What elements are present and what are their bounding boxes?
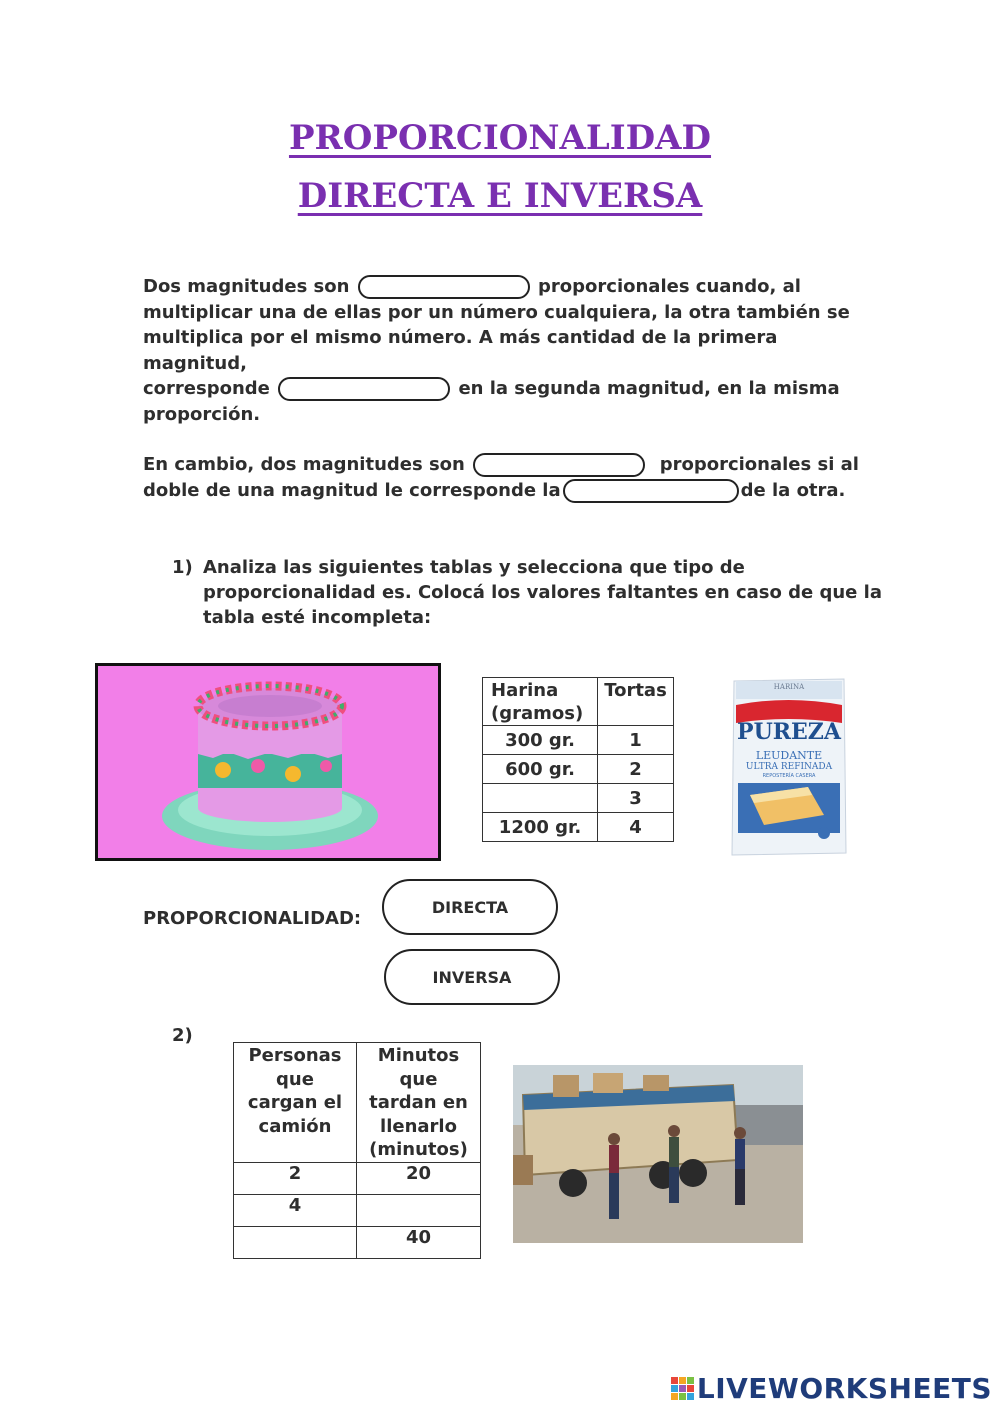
p2-text-4: de la otra.	[740, 479, 846, 501]
blank-input-4[interactable]	[563, 479, 739, 503]
liveworksheets-text: LIVEWORKSHEETS	[696, 1372, 992, 1405]
p2-text-1: En cambio, dos magnitudes son	[143, 454, 465, 475]
truck-illustration	[513, 1065, 803, 1243]
flour-sub3: REPOSTERÍA CASERA	[762, 773, 816, 779]
table2-h1-l3: tardan en	[369, 1092, 468, 1113]
flour-cakes-table	[482, 677, 674, 842]
table1-cell: 4	[598, 813, 674, 842]
table2-h1-l4: llenarlo	[380, 1115, 457, 1137]
blank-input-1[interactable]	[358, 275, 530, 299]
q1-line-2: proporcionalidad es. Colocá los valores faltantes en caso de que la	[203, 582, 882, 603]
table2-cell: 40	[357, 1226, 481, 1258]
table1-cell: 1200 gr.	[483, 813, 598, 842]
truck-image	[513, 1065, 803, 1243]
title-line-1: PROPORCIONALIDAD	[288, 118, 712, 158]
table1-header-flour-line1: Harina	[491, 679, 559, 701]
table1-missing-input[interactable]	[483, 784, 598, 813]
p1-text-7: proporción.	[143, 403, 261, 425]
question-1-number: 1)	[172, 557, 193, 578]
proportion-label: PROPORCIONALIDAD:	[143, 908, 362, 929]
table2-header-minutes	[357, 1043, 481, 1163]
table2-h1-l1: Minutos	[377, 1045, 460, 1066]
table1-cell: 2	[598, 755, 674, 784]
flour-package-image	[728, 675, 850, 860]
title-line-2: DIRECTA E INVERSA	[297, 176, 703, 216]
table2-h0-l4: camión	[258, 1115, 332, 1137]
people-minutes-table	[233, 1042, 481, 1259]
blank-input-3[interactable]	[473, 453, 645, 477]
table1-header-flour-line2: (gramos)	[491, 702, 584, 724]
paragraph-direct	[143, 274, 863, 427]
q1-line-1: Analiza las siguientes tablas y selecciona que tipo de	[203, 557, 745, 578]
question-2-number: 2)	[172, 1025, 193, 1046]
flour-sub1: LEUDANTE	[755, 749, 823, 762]
p1-text-5: corresponde	[143, 378, 270, 399]
table1-cell: 1	[598, 726, 674, 755]
table2-cell: 4	[234, 1194, 357, 1226]
table1-header-cakes: Tortas	[598, 678, 674, 726]
p1-text-2: proporcionales cuando, al	[538, 276, 801, 297]
question-1-text	[203, 555, 883, 630]
table1-cell: 600 gr.	[483, 755, 598, 784]
q1-line-3: tabla esté incompleta:	[203, 607, 432, 628]
table2-h0-l1: Personas	[248, 1045, 342, 1066]
flour-brand-top: HARINA	[773, 683, 805, 691]
flour-brand: PUREZA	[737, 719, 841, 745]
table1-header-flour	[483, 678, 598, 726]
liveworksheets-logo	[671, 1372, 992, 1405]
table2-header-people	[234, 1043, 357, 1163]
table1-cell: 300 gr.	[483, 726, 598, 755]
table2-h1-l5: (minutos)	[369, 1139, 468, 1160]
cake-illustration	[98, 666, 438, 858]
blank-input-2[interactable]	[278, 377, 450, 401]
liveworksheets-icon	[671, 1377, 695, 1401]
p1-text-1: Dos magnitudes son	[143, 276, 350, 297]
table2-cell: 2	[234, 1162, 357, 1194]
table2-missing-input[interactable]	[357, 1194, 481, 1226]
p1-text-3: multiplicar una de ellas por un número cualquiera, la otra también se	[143, 301, 850, 323]
table2-missing-input[interactable]	[234, 1226, 357, 1258]
p1-text-4: multiplica por el mismo número. A más cantidad de la primera magnitud,	[143, 327, 778, 374]
p2-text-2: proporcionales si al	[659, 454, 859, 475]
table2-h0-l3: cargan el	[247, 1092, 343, 1113]
table2-h1-l2: que	[399, 1068, 438, 1090]
option-inverse-button[interactable]: INVERSA	[384, 949, 560, 1005]
table1-cell: 3	[598, 784, 674, 813]
p2-text-3: doble de una magnitud le corresponde la	[143, 479, 561, 501]
flour-sub2: ULTRA REFINADA	[745, 762, 833, 772]
table2-cell: 20	[357, 1162, 481, 1194]
paragraph-inverse	[143, 452, 863, 503]
cake-image	[95, 663, 441, 861]
option-direct-button[interactable]: DIRECTA	[382, 879, 558, 935]
table2-h0-l2: que	[276, 1068, 314, 1090]
p1-text-6: en la segunda magnitud, en la misma	[458, 378, 840, 399]
